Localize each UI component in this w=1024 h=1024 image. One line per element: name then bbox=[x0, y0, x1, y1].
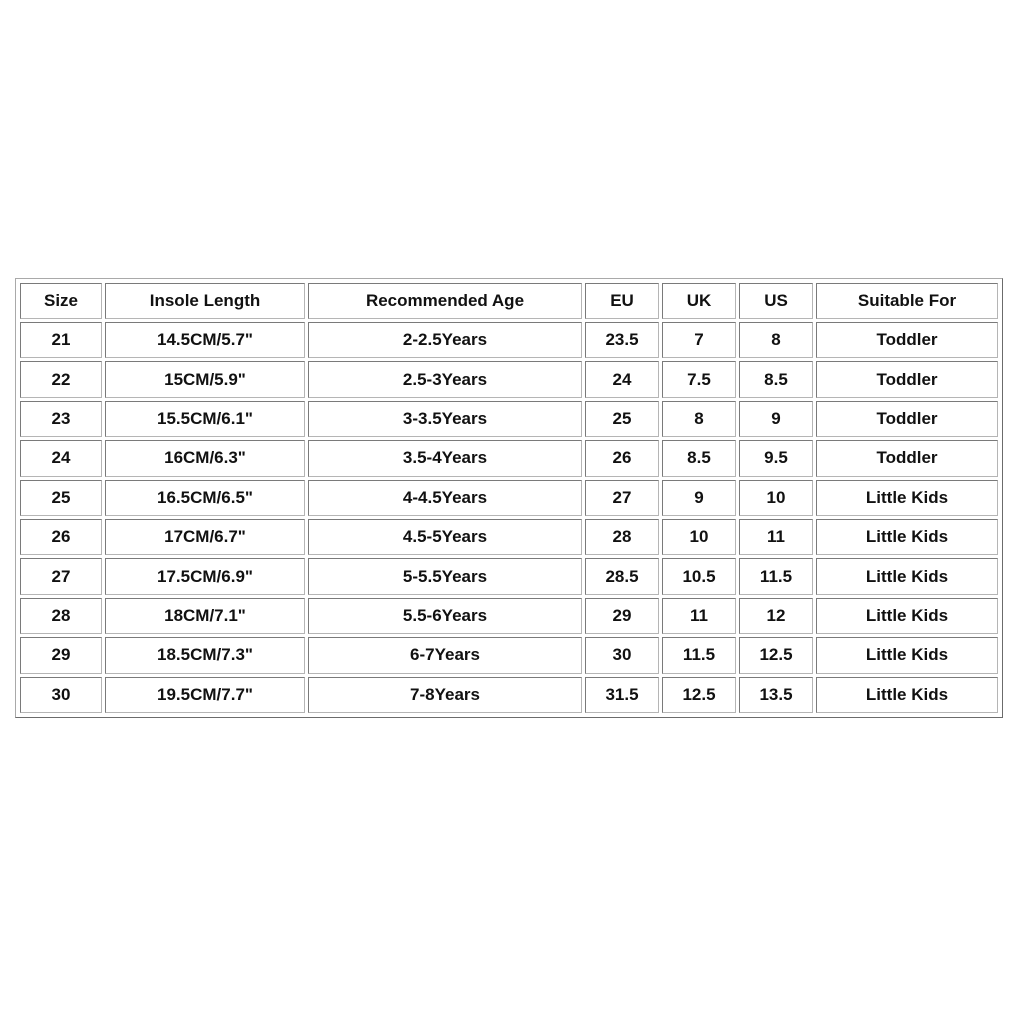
cell-recommended-age: 4-4.5Years bbox=[308, 480, 582, 516]
cell-eu: 26 bbox=[585, 440, 659, 476]
cell-recommended-age: 5-5.5Years bbox=[308, 558, 582, 594]
cell-insole-length: 18CM/7.1" bbox=[105, 598, 305, 634]
cell-size: 25 bbox=[20, 480, 102, 516]
table-row bbox=[20, 637, 998, 673]
cell-suitable-for: Little Kids bbox=[816, 677, 998, 713]
cell-eu: 28.5 bbox=[585, 558, 659, 594]
cell-uk: 7.5 bbox=[662, 361, 736, 397]
cell-uk: 11.5 bbox=[662, 637, 736, 673]
cell-insole-length: 17CM/6.7" bbox=[105, 519, 305, 555]
header-recommended-age: Recommended Age bbox=[308, 283, 582, 319]
table-header-row bbox=[20, 283, 998, 319]
cell-eu: 24 bbox=[585, 361, 659, 397]
cell-size: 30 bbox=[20, 677, 102, 713]
cell-suitable-for: Toddler bbox=[816, 440, 998, 476]
table-row bbox=[20, 558, 998, 594]
cell-eu: 30 bbox=[585, 637, 659, 673]
cell-uk: 11 bbox=[662, 598, 736, 634]
cell-size: 29 bbox=[20, 637, 102, 673]
cell-eu: 27 bbox=[585, 480, 659, 516]
cell-size: 22 bbox=[20, 361, 102, 397]
cell-suitable-for: Little Kids bbox=[816, 480, 998, 516]
cell-insole-length: 16.5CM/6.5" bbox=[105, 480, 305, 516]
cell-insole-length: 17.5CM/6.9" bbox=[105, 558, 305, 594]
cell-recommended-age: 5.5-6Years bbox=[308, 598, 582, 634]
cell-us: 12 bbox=[739, 598, 813, 634]
cell-recommended-age: 2.5-3Years bbox=[308, 361, 582, 397]
table-row bbox=[20, 440, 998, 476]
table-row bbox=[20, 598, 998, 634]
cell-eu: 23.5 bbox=[585, 322, 659, 358]
table-row bbox=[20, 519, 998, 555]
cell-us: 8 bbox=[739, 322, 813, 358]
cell-recommended-age: 6-7Years bbox=[308, 637, 582, 673]
cell-suitable-for: Little Kids bbox=[816, 519, 998, 555]
cell-uk: 8 bbox=[662, 401, 736, 437]
cell-uk: 8.5 bbox=[662, 440, 736, 476]
cell-size: 27 bbox=[20, 558, 102, 594]
cell-recommended-age: 7-8Years bbox=[308, 677, 582, 713]
cell-recommended-age: 4.5-5Years bbox=[308, 519, 582, 555]
cell-size: 24 bbox=[20, 440, 102, 476]
cell-suitable-for: Toddler bbox=[816, 361, 998, 397]
cell-us: 13.5 bbox=[739, 677, 813, 713]
table-row bbox=[20, 322, 998, 358]
cell-uk: 12.5 bbox=[662, 677, 736, 713]
cell-suitable-for: Toddler bbox=[816, 401, 998, 437]
cell-uk: 10 bbox=[662, 519, 736, 555]
header-us: US bbox=[739, 283, 813, 319]
cell-insole-length: 15.5CM/6.1" bbox=[105, 401, 305, 437]
cell-suitable-for: Little Kids bbox=[816, 558, 998, 594]
cell-us: 8.5 bbox=[739, 361, 813, 397]
cell-us: 11 bbox=[739, 519, 813, 555]
cell-suitable-for: Toddler bbox=[816, 322, 998, 358]
cell-size: 23 bbox=[20, 401, 102, 437]
cell-size: 26 bbox=[20, 519, 102, 555]
cell-eu: 28 bbox=[585, 519, 659, 555]
cell-us: 10 bbox=[739, 480, 813, 516]
cell-insole-length: 18.5CM/7.3" bbox=[105, 637, 305, 673]
header-suitable-for: Suitable For bbox=[816, 283, 998, 319]
cell-us: 12.5 bbox=[739, 637, 813, 673]
cell-eu: 25 bbox=[585, 401, 659, 437]
cell-us: 9.5 bbox=[739, 440, 813, 476]
cell-recommended-age: 3-3.5Years bbox=[308, 401, 582, 437]
cell-insole-length: 14.5CM/5.7" bbox=[105, 322, 305, 358]
header-size: Size bbox=[20, 283, 102, 319]
cell-insole-length: 15CM/5.9" bbox=[105, 361, 305, 397]
cell-suitable-for: Little Kids bbox=[816, 598, 998, 634]
cell-insole-length: 19.5CM/7.7" bbox=[105, 677, 305, 713]
cell-size: 21 bbox=[20, 322, 102, 358]
header-uk: UK bbox=[662, 283, 736, 319]
cell-uk: 10.5 bbox=[662, 558, 736, 594]
table-body bbox=[20, 322, 998, 713]
header-insole-length: Insole Length bbox=[105, 283, 305, 319]
cell-uk: 9 bbox=[662, 480, 736, 516]
cell-eu: 29 bbox=[585, 598, 659, 634]
table-row bbox=[20, 361, 998, 397]
size-chart bbox=[15, 278, 1003, 718]
cell-suitable-for: Little Kids bbox=[816, 637, 998, 673]
cell-uk: 7 bbox=[662, 322, 736, 358]
cell-insole-length: 16CM/6.3" bbox=[105, 440, 305, 476]
table-row bbox=[20, 401, 998, 437]
cell-us: 9 bbox=[739, 401, 813, 437]
table-row bbox=[20, 480, 998, 516]
header-eu: EU bbox=[585, 283, 659, 319]
cell-recommended-age: 3.5-4Years bbox=[308, 440, 582, 476]
size-table bbox=[17, 280, 1001, 716]
cell-us: 11.5 bbox=[739, 558, 813, 594]
table-row bbox=[20, 677, 998, 713]
cell-size: 28 bbox=[20, 598, 102, 634]
cell-recommended-age: 2-2.5Years bbox=[308, 322, 582, 358]
cell-eu: 31.5 bbox=[585, 677, 659, 713]
